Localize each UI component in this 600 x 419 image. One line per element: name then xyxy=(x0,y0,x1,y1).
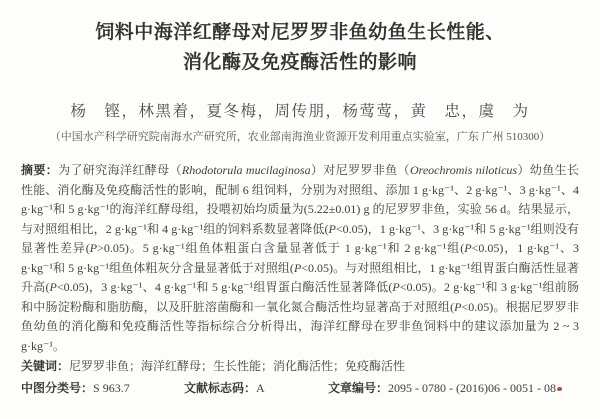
article-number-value: 2095 - 0780 - (2016)06 - 0051 - 08 xyxy=(388,381,556,395)
footer-meta-row xyxy=(21,378,579,398)
article-number xyxy=(328,378,579,398)
scan-artifact-dot xyxy=(557,387,562,391)
affiliation-line: （中国水产科学研究院南海水产研究所，农业部南海渔业资源开发利用重点实验室，广东 广州 510300） xyxy=(49,131,551,143)
document-code-label: 文献标志码： xyxy=(184,381,257,395)
keywords-line xyxy=(21,356,579,376)
document-code-value: A xyxy=(256,381,265,395)
clc-value: S 963.7 xyxy=(93,381,130,395)
abstract-paragraph xyxy=(21,161,579,356)
article-number-label: 文章编号： xyxy=(328,381,389,395)
keywords-label: 关键词： xyxy=(21,359,70,373)
paper-title-line1: 饲料中海洋红酵母对尼罗罗非鱼幼鱼生长性能、 xyxy=(95,22,505,43)
abstract-text: 为了研究海洋红酵母（Rhodotorula mucilaginosa）对尼罗罗非鱼（Oreochromis niloticus）幼鱼生长性能、消化酶及免疫酶活性的影响，配制 6 组饲料，分别为对照组、添加 1 g·kg⁻¹、2 g·kg⁻¹、3 g·kg⁻¹、4 g·kg⁻¹和 5 g·kg⁻¹的海洋红酵母组，投喂初始均质量为(5.22±0.01) g 的尼罗罗非鱼，实验 56 d。结果显示，与对照组相比，2 g·kg⁻¹和 4 g·kg⁻¹组的饲料系数显著降低(P<0.05)，1 g·kg⁻¹、3 g·kg⁻¹和 5 g·kg⁻¹组则没有显著性差异(P>0.05)。5 g·kg⁻¹组鱼体粗蛋白含量显著低于 1 g·kg⁻¹和 2 g·kg⁻¹组(P<0.05)，1 g·kg⁻¹、3 g·kg⁻¹和 5 g·kg⁻¹组鱼体粗灰分含量显著低于对照组(P<0.05)。与对照组相比，1 g·kg⁻¹组胃蛋白酶活性显著升高(P<0.05)，3 g·kg⁻¹、4 g·kg⁻¹和 5 g·kg⁻¹组胃蛋白酶活性显著降低(P<0.05)。2 g·kg⁻¹和 3 g·kg⁻¹组前肠和中肠淀粉酶和脂肪酶，以及肝脏溶菌酶和一氧化氮合酶活性均显著高于对照组(P<0.05)。根据尼罗罗非鱼幼鱼的消化酶和免疫酶活性等指标综合分析得出，海洋红酵母在罗非鱼饲料中的建议添加量为 2 ~ 3 g·kg⁻¹。 xyxy=(21,163,580,353)
paper-title xyxy=(21,18,579,78)
abstract-label: 摘要： xyxy=(21,163,59,177)
authors-line: 杨 铿，林黑着，夏冬梅，周传朋，杨莺莺，黄 忠，虞 为 xyxy=(70,103,530,120)
document-code xyxy=(184,378,328,398)
keywords-text: 尼罗罗非鱼；海洋红酵母；生长性能；消化酶活性；免疫酶活性 xyxy=(69,359,406,373)
clc-label: 中图分类号： xyxy=(21,381,94,395)
clc-number xyxy=(21,378,184,398)
paper-title-line2: 消化酶及免疫酶活性的影响 xyxy=(182,52,417,73)
